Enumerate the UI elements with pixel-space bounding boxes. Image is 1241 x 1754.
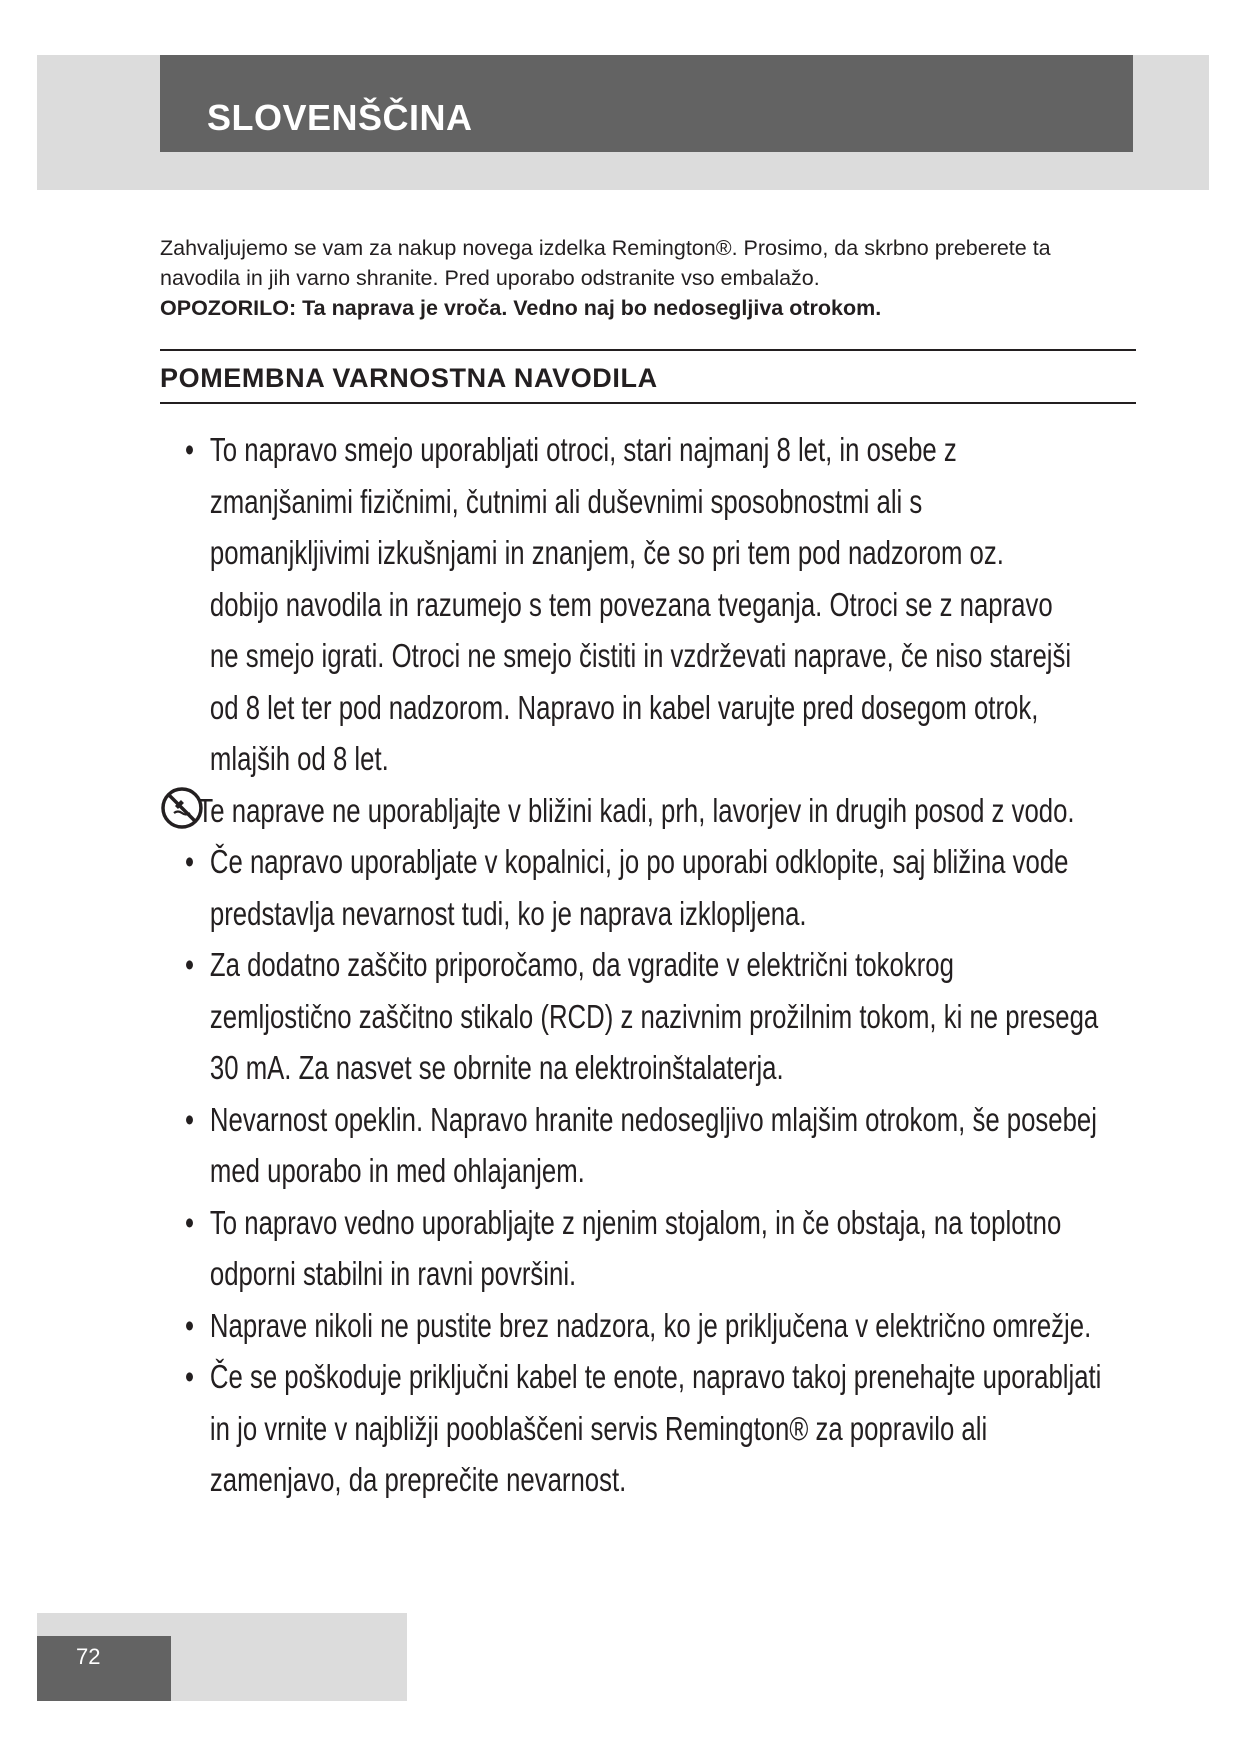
bullet-dot: •: [184, 1203, 194, 1241]
bullet-dot: •: [184, 431, 194, 468]
section-divider-bottom: [160, 402, 1136, 404]
safety-item-line: odporni stabilni in ravni površini.: [209, 1255, 577, 1292]
safety-item-line: od 8 let ter pod nadzorom. Napravo in kabel varujte pred dosegom otrok,: [209, 688, 1039, 726]
safety-item-line: Nevarnost opeklin. Napravo hranite nedosegljivo mlajšim otrokom, še posebej: [209, 1100, 1097, 1138]
safety-item-line: zamenjavo, da preprečite nevarnost.: [209, 1461, 627, 1498]
safety-item-line: in jo vrnite v najbližji pooblaščeni servis Remington® za popravilo ali: [209, 1409, 988, 1447]
safety-list: [160, 424, 1151, 1506]
safety-item-line: mlajših od 8 let.: [209, 740, 389, 777]
page-title: SLOVENŠČINA: [207, 97, 473, 138]
safety-item-line: med uporabo in med ohlajanjem.: [209, 1152, 585, 1189]
section-title: POMEMBNA VARNOSTNA NAVODILA: [160, 363, 658, 393]
section-divider-top: [160, 349, 1136, 351]
safety-item-2: [160, 785, 1151, 837]
safety-item-3: [160, 836, 1151, 939]
bullet-dot: •: [184, 1100, 194, 1138]
safety-item-line: To napravo smejo uporabljati otroci, stari najmanj 8 let, in osebe z: [209, 431, 957, 468]
bullet-dot: •: [184, 1358, 194, 1395]
safety-item-line: ne smejo igrati. Otroci ne smejo čistiti in vzdrževati naprave, če niso starejši: [209, 637, 1072, 674]
safety-item-line: Naprave nikoli ne pustite brez nadzora, ko je priključena v električno omrežje.: [209, 1306, 1092, 1344]
safety-item-line: To napravo vedno uporabljajte z njenim stojalom, in če obstaja, na toplotno: [209, 1203, 1062, 1241]
intro-line-2: navodila in jih varno shranite. Pred uporabo odstranite vso embalažo.: [160, 266, 820, 290]
safety-item-line: Te naprave ne uporabljajte v bližini kadi, prh, lavorjev in drugih posod z vodo.: [197, 791, 1075, 829]
safety-item-line: Za dodatno zaščito priporočamo, da vgradite v električni tokokrog: [209, 946, 954, 983]
safety-item-1: [160, 424, 1151, 785]
safety-item-line: pomanjkljivimi izkušnjami in znanjem, če so pri tem pod nadzorom oz.: [209, 534, 1004, 571]
bullet-dot: •: [184, 1306, 194, 1344]
safety-item-5: [160, 1094, 1151, 1197]
bullet-dot: •: [184, 946, 194, 983]
bullet-dot: •: [184, 843, 194, 880]
safety-item-line: dobijo navodila in razumejo s tem povezana tveganja. Otroci se z napravo: [209, 585, 1053, 623]
intro-text: [160, 233, 1120, 323]
safety-item-line: Če se poškoduje priključni kabel te enote, napravo takoj prenehajte uporabljati: [209, 1358, 1102, 1395]
safety-item-line: predstavlja nevarnost tudi, ko je naprava izklopljena.: [209, 894, 807, 932]
safety-item-7: [160, 1300, 1151, 1352]
safety-item-line: zmanjšanimi fizičnimi, čutnimi ali duševnimi sposobnostmi ali s: [209, 482, 923, 520]
page-number: 72: [76, 1644, 101, 1669]
safety-item-6: [160, 1197, 1151, 1300]
safety-item-line: zemljostično zaščitno stikalo (RCD) z nazivnim prožilnim tokom, ki ne presega: [209, 997, 1099, 1035]
safety-item-4: [160, 939, 1151, 1094]
footer-bar: [37, 1636, 171, 1701]
safety-item-line: 30 mA. Za nasvet se obrnite na elektroinštalaterja.: [209, 1049, 784, 1086]
safety-item-8: [160, 1351, 1151, 1506]
safety-item-line: Če napravo uporabljate v kopalnici, jo po uporabi odklopite, saj bližina vode: [209, 843, 1069, 880]
intro-warning: OPOZORILO: Ta naprava je vroča. Vedno naj bo nedosegljiva otrokom.: [160, 296, 882, 320]
intro-line-1: Zahvaljujemo se vam za nakup novega izdelka Remington®. Prosimo, da skrbno preberete ta: [160, 236, 1051, 260]
no-water-icon: [160, 786, 204, 830]
